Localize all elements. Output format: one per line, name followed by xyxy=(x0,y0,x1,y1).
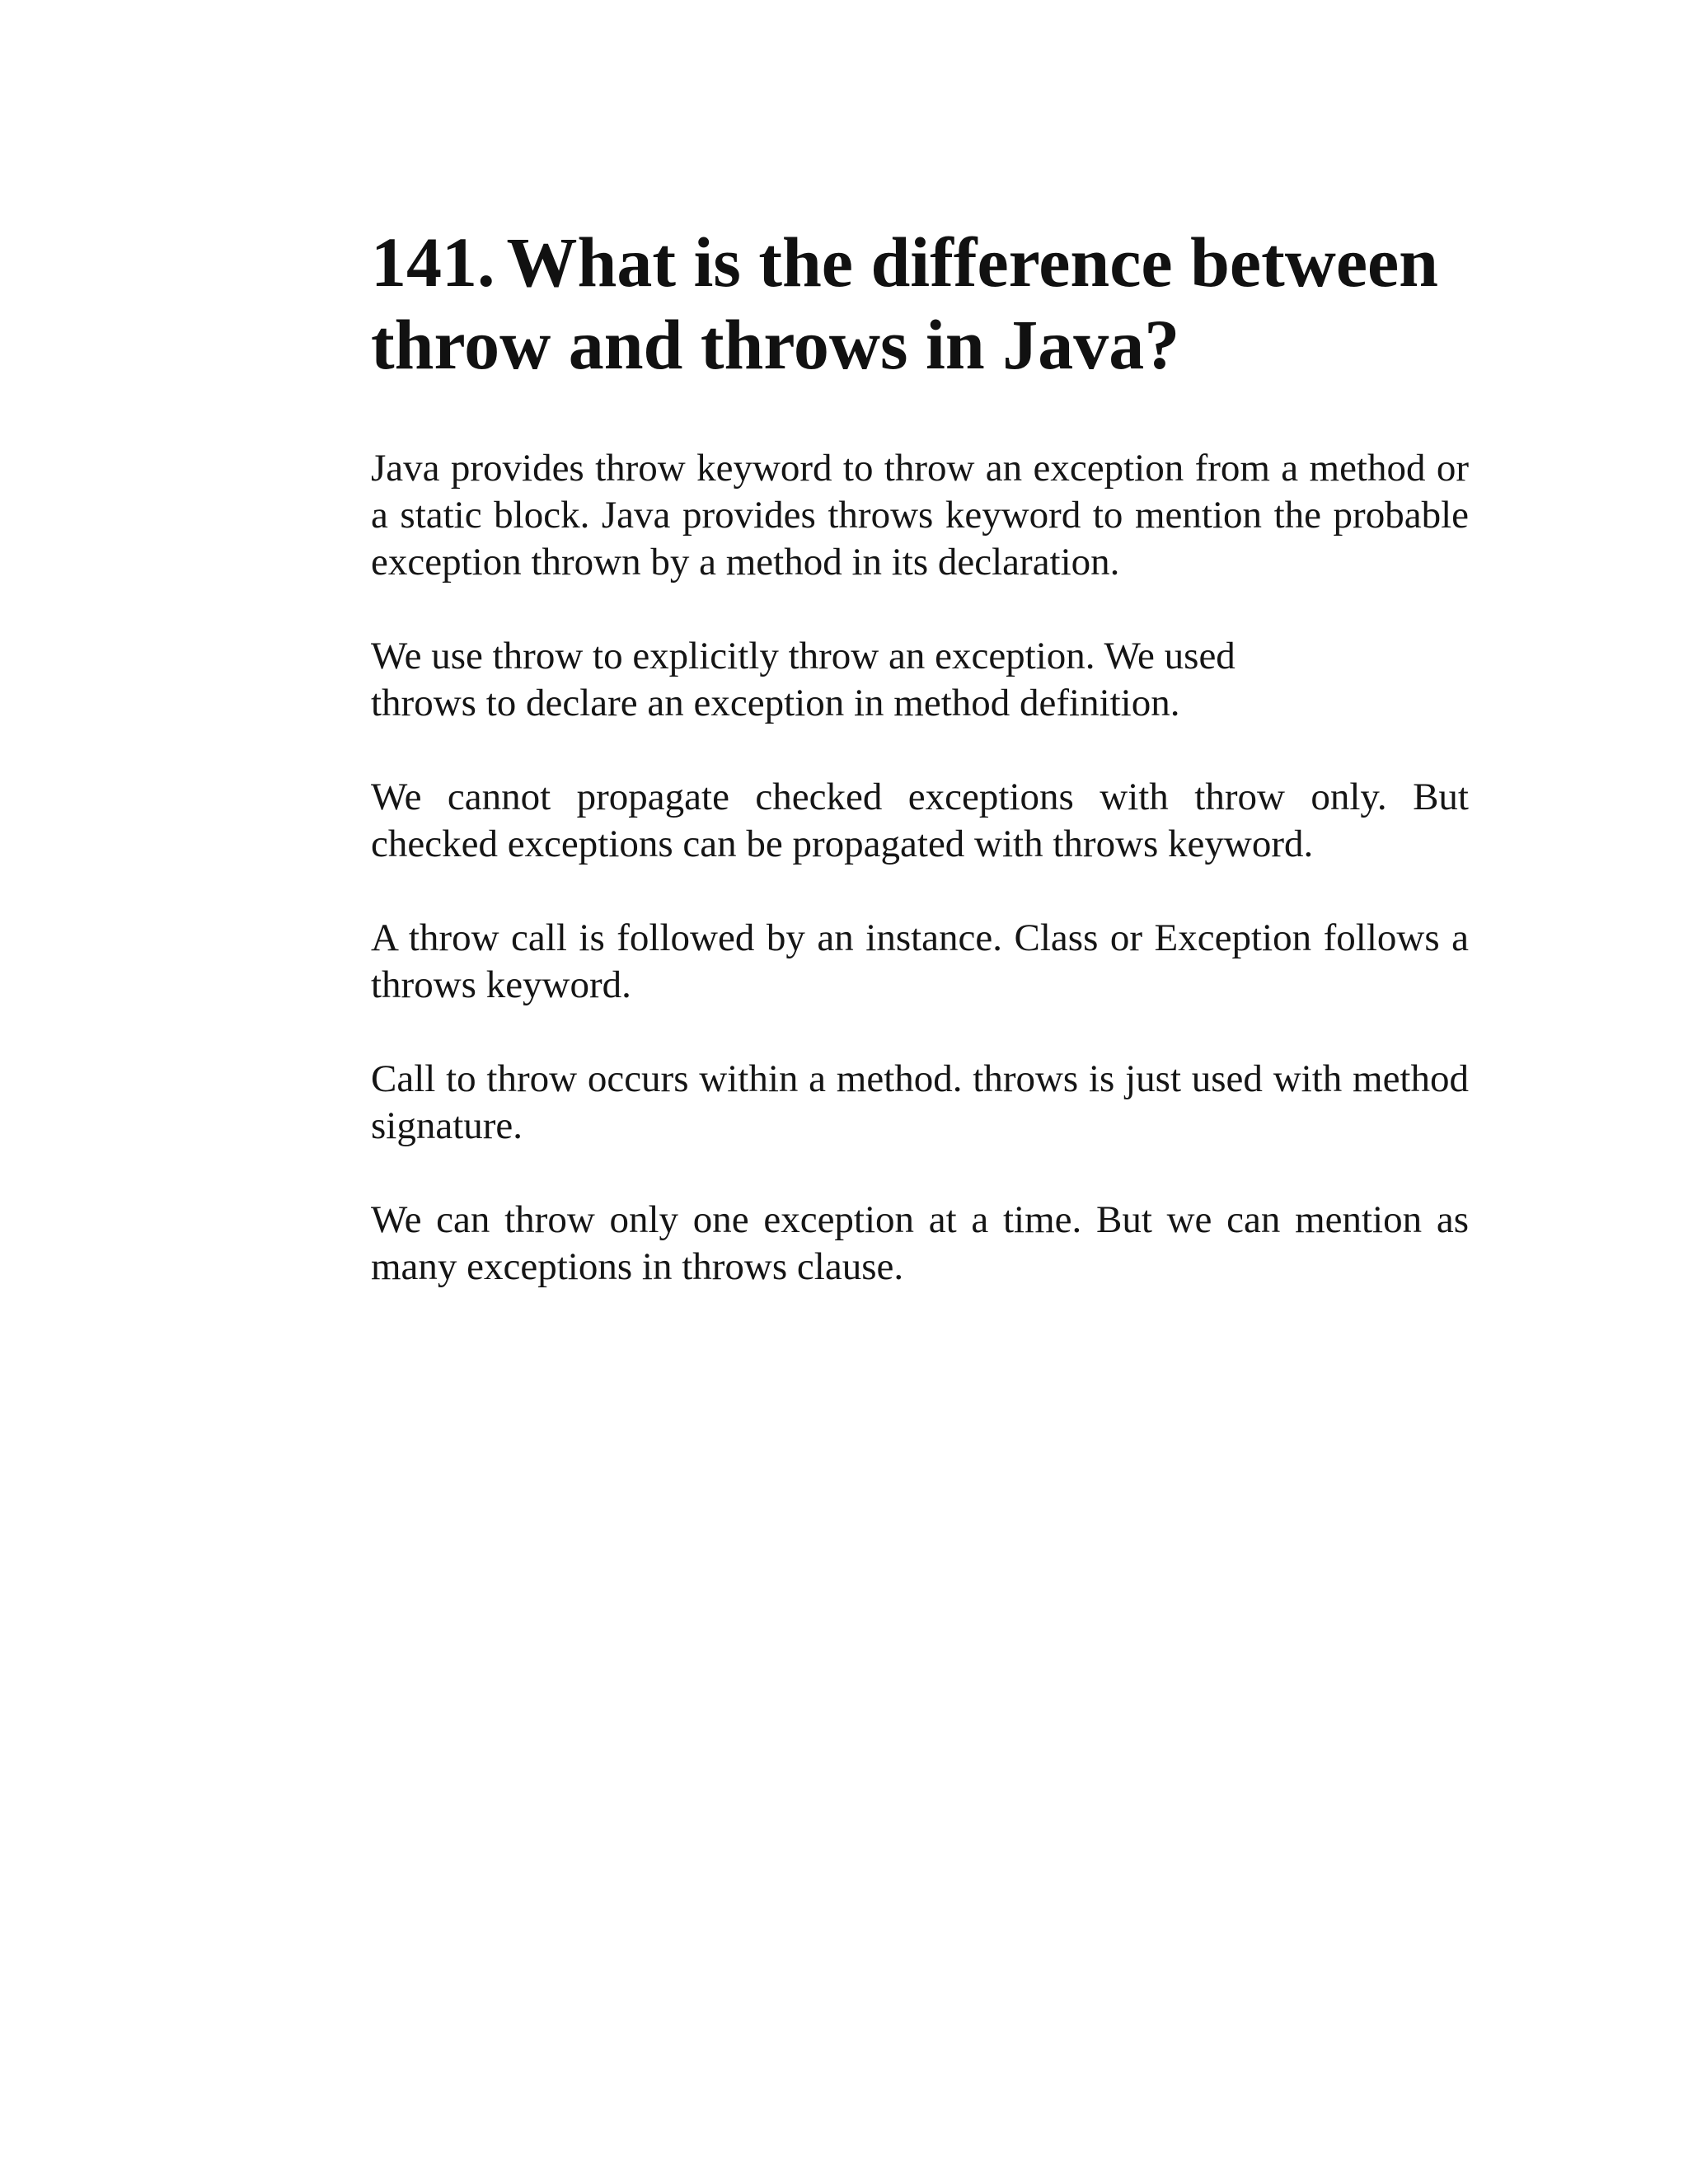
paragraph-4: A throw call is followed by an instance. Class or Exception follows a throws keyword. xyxy=(371,916,1469,1006)
paragraph-2-line2: throws to declare an exception in method definition. xyxy=(371,682,1180,724)
paragraph-1: Java provides throw keyword to throw an exception from a method or a static block. Java provides throws keyword to mention the probable exception thrown by a method in its declaration. xyxy=(371,447,1469,583)
question-title-line1: What is the difference between xyxy=(506,223,1439,302)
question-number: 141. xyxy=(371,223,495,302)
page-content xyxy=(371,221,1469,1291)
paragraph-6: We can throw only one exception at a time. But we can mention as many exceptions in throws clause. xyxy=(371,1198,1469,1288)
question-heading xyxy=(371,221,1469,386)
paragraph-3: We cannot propagate checked exceptions with throw only. But checked exceptions can be propagated with throws keyword. xyxy=(371,776,1469,865)
paragraph-2-line1: We use throw to explicitly throw an exception. We used xyxy=(371,635,1236,677)
paragraph-5: Call to throw occurs within a method. throws is just used with method signature. xyxy=(371,1057,1469,1147)
question-title-line2: throw and throws in Java? xyxy=(371,305,1180,384)
